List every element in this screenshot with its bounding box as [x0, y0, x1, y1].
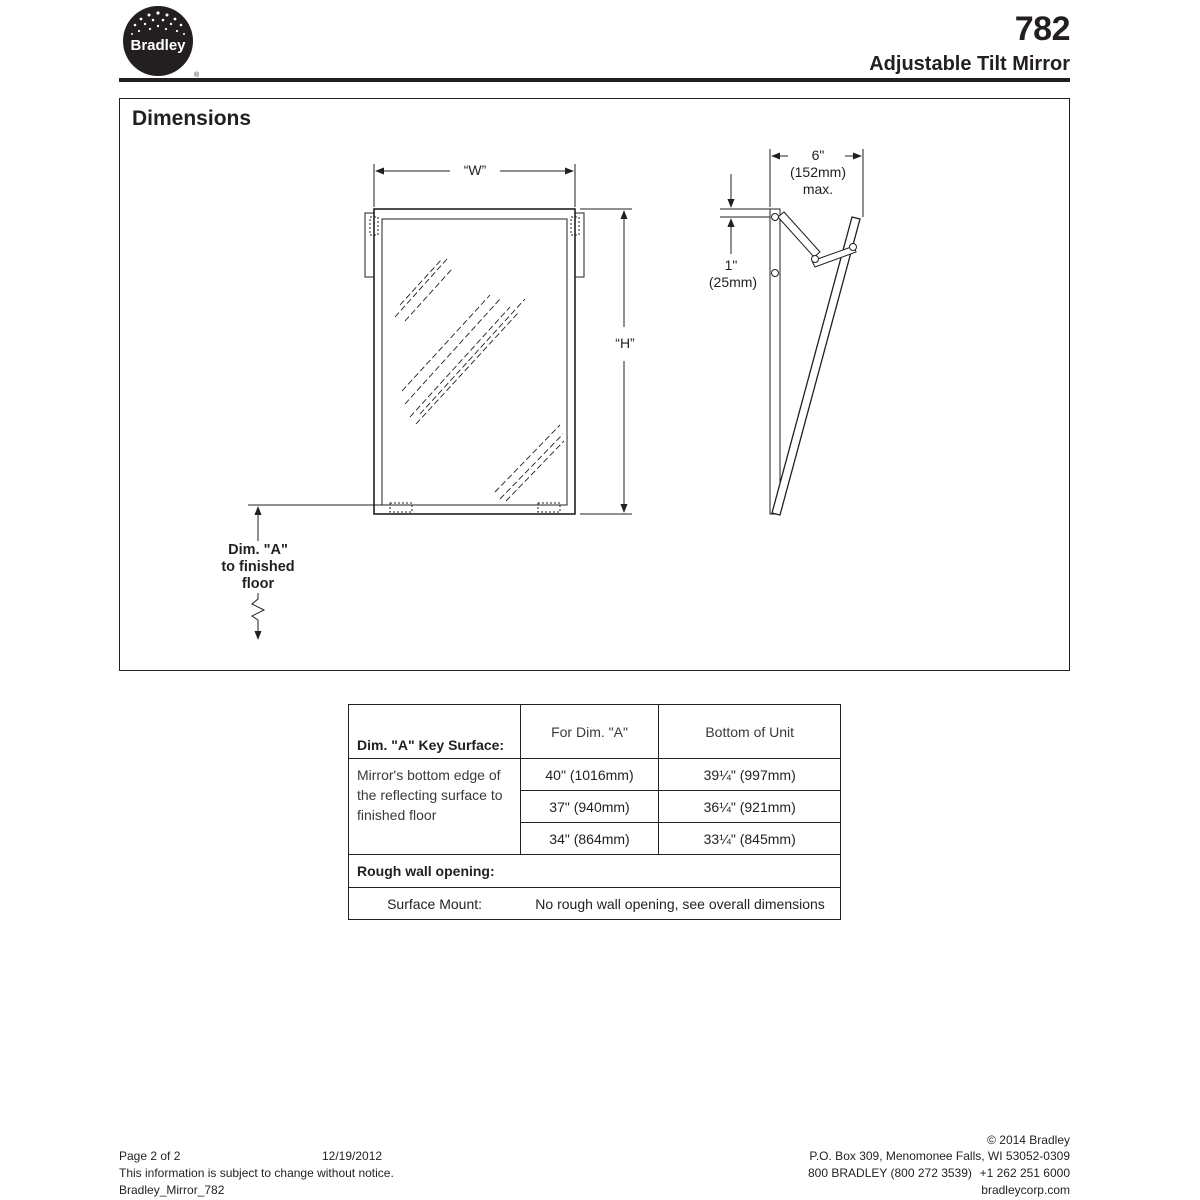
height-label: “H”	[606, 335, 644, 352]
depth-note: max.	[793, 181, 843, 198]
offset-metric: (25mm)	[700, 274, 766, 291]
model-number: 782	[1014, 10, 1070, 48]
key-surface-description: Mirror's bottom edge of the reflecting surface to finished floor	[349, 759, 521, 855]
surface-mount-value: No rough wall opening, see overall dimensions	[520, 888, 840, 920]
change-notice: This information is subject to change without notice.	[119, 1166, 394, 1180]
width-label: “W”	[454, 162, 496, 179]
surface-mount-label: Surface Mount:	[349, 888, 521, 920]
glass-reflection	[395, 259, 564, 501]
document-id: Bradley_Mirror_782	[119, 1183, 225, 1197]
dim-a-value: 34" (864mm)	[520, 823, 659, 855]
registered-mark: ®	[194, 72, 200, 78]
page-number: Page 2 of 2	[119, 1149, 181, 1163]
key-surface-header: Dim. "A" Key Surface:	[349, 705, 521, 759]
dim-a-value: 40" (1016mm)	[520, 759, 659, 791]
mirror-frame	[374, 209, 575, 514]
bottom-clip-left	[390, 503, 412, 512]
phone-toll-free: 800 BRADLEY (800 272 3539)	[808, 1166, 972, 1180]
left-bracket	[365, 213, 374, 277]
dim-a-value: 37" (940mm)	[520, 791, 659, 823]
bottom-value: 39¼" (997mm)	[659, 759, 841, 791]
dimension-table	[348, 704, 841, 920]
website[interactable]: bradleycorp.com	[981, 1183, 1070, 1197]
dimensions-box	[119, 98, 1070, 671]
product-title: Adjustable Tilt Mirror	[869, 53, 1070, 75]
bottom-clip-right	[538, 503, 560, 512]
document-date: 12/19/2012	[322, 1149, 383, 1163]
floor-label-line-1: Dim. "A"	[208, 542, 308, 559]
bottom-value: 33¼" (845mm)	[659, 823, 841, 855]
address: P.O. Box 309, Menomonee Falls, WI 53052-0309	[809, 1149, 1070, 1163]
rough-opening-heading: Rough wall opening:	[349, 855, 841, 888]
bottom-unit-header: Bottom of Unit	[659, 705, 841, 759]
bradley-logo	[118, 4, 200, 78]
logo-text: Bradley	[130, 37, 186, 54]
floor-label-line-2: to finished	[208, 559, 308, 576]
copyright: © 2014 Bradley	[987, 1133, 1070, 1147]
dim-a-header: For Dim. "A"	[520, 705, 659, 759]
dimensions-heading: Dimensions	[132, 107, 252, 130]
bottom-value: 36¼" (921mm)	[659, 791, 841, 823]
offset-value: 1"	[716, 257, 746, 274]
tilt-arm-upper	[778, 212, 820, 257]
depth-value: 6"	[798, 147, 838, 164]
depth-metric: (152mm)	[783, 164, 853, 181]
wall-bracket	[770, 209, 780, 514]
mirror-glass	[382, 219, 567, 505]
phone-direct: +1 262 251 6000	[979, 1166, 1070, 1180]
header-rule	[119, 78, 1070, 82]
floor-label-line-3: floor	[208, 576, 308, 593]
